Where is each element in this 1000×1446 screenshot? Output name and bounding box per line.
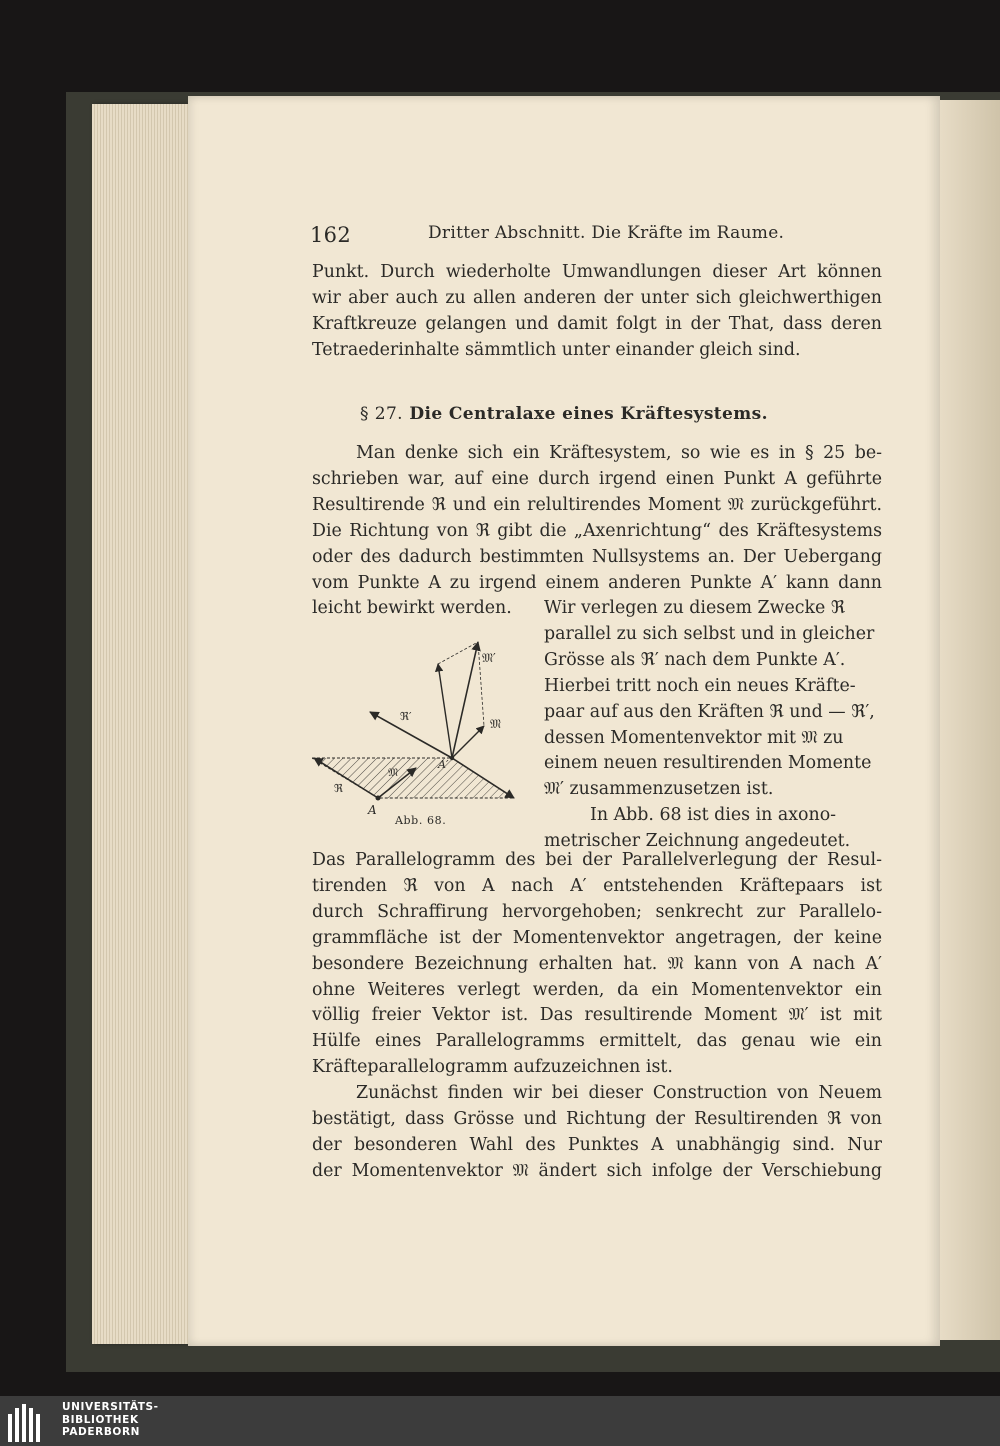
text-line: Tetraederinhalte sämmtlich unter einander gleich sind. (312, 339, 801, 360)
section-title: Die Centralaxe eines Kräftesystems. (409, 404, 768, 424)
point-a (376, 796, 381, 801)
text-line: besondere Bezeichnung erhalten hat. 𝔐 kann von A nach A′ (312, 953, 882, 974)
running-title: Dritter Abschnitt. Die Kräfte im Raume. (428, 223, 785, 243)
label-r-prime: ℜ′ (400, 710, 412, 723)
text-line: Hierbei tritt noch ein neues Kräfte- (544, 675, 856, 696)
text-line: tirenden ℜ von A nach A′ entstehenden Kräftepaars ist (312, 875, 882, 896)
label-m-inner: 𝔐 (388, 766, 399, 779)
text-line: Wir verlegen zu diesem Zwecke ℜ (544, 598, 846, 618)
construction-line (438, 642, 478, 664)
text-line: paar auf aus den Kräften ℜ und — ℜ′, (544, 701, 875, 722)
text-line: metrischer Zeichnung angedeutet. (544, 831, 851, 852)
text-line: ohne Weiteres verlegt werden, da ein Momentenvektor ein (312, 979, 882, 1000)
point-a-prime (450, 756, 454, 760)
page-number: 162 (310, 223, 351, 247)
section-heading (188, 404, 940, 424)
vector-m-prime (452, 642, 478, 758)
label-m: 𝔐 (490, 717, 502, 731)
page-content (188, 96, 940, 1346)
text-line: oder des dadurch bestimmten Nullsystems an. Der Uebergang (312, 546, 882, 567)
paragraph-3 (312, 848, 882, 1081)
text-line: vom Punkte A zu irgend einem anderen Punkte A′ kann dann (312, 572, 882, 593)
paragraph-4 (312, 1081, 882, 1185)
text-line: Punkt. Durch wiederholte Umwandlungen dieser Art können (312, 262, 882, 282)
wrap-paragraph (544, 596, 882, 855)
figure-caption: Abb. 68. (395, 814, 447, 827)
library-footer-bar (0, 1396, 1000, 1446)
text-line: Man denke sich ein Kräftesystem, so wie es in § 25 be- (356, 443, 882, 463)
text-line: leicht bewirkt werden. (312, 598, 512, 619)
section-number: § 27. (360, 404, 403, 424)
library-logo-icon (8, 1402, 48, 1442)
logo-line: UNIVERSITÄTS- (62, 1401, 159, 1413)
text-line: Kraftkreuze gelangen und damit folgt in der That, dass deren (312, 313, 882, 334)
text-line: 𝔐′ zusammenzusetzen ist. (544, 779, 774, 800)
text-line: Hülfe eines Parallelogramms ermittelt, das genau wie ein (312, 1031, 882, 1052)
paragraph-1 (312, 260, 882, 364)
text-line: schrieben war, auf eine durch irgend einen Punkt A geführte (312, 468, 882, 489)
text-line: durch Schraffirung hervorgehoben; senkrecht zur Parallelo- (312, 901, 882, 922)
text-line: wir aber auch zu allen anderen der unter sich gleichwerthigen (312, 287, 882, 308)
text-line: Resultirende ℜ und ein relultirendes Moment 𝔐 zurückgeführt. (312, 494, 882, 515)
text-line: Die Richtung von ℜ gibt die „Axenrichtung“ des Kräftesystems (312, 520, 882, 541)
label-a-prime: A′ (438, 758, 449, 771)
text-line: Grösse als ℜ′ nach dem Punkte A′. (544, 649, 846, 670)
text-line: Zunächst finden wir bei dieser Construction von Neuem (356, 1083, 882, 1103)
page-stack-edge (92, 104, 188, 1344)
vector-m-at-a-prime (438, 664, 452, 758)
label-a: A (368, 803, 377, 817)
label-m-prime: 𝔐′ (482, 651, 496, 665)
text-line: dessen Momentenvektor mit 𝔐 zu (544, 727, 844, 748)
text-line: einem neuen resultirenden Momente (544, 753, 872, 774)
logo-line: PADERBORN (62, 1426, 141, 1438)
text-line: grammfläche ist der Momentenvektor angetragen, der keine (312, 927, 882, 948)
text-line: der Momentenvektor 𝔐 ändert sich infolge der Verschiebung (312, 1160, 882, 1181)
vector-moment-pair (452, 726, 484, 758)
text-line: parallel zu sich selbst und in gleicher (544, 623, 875, 644)
book-page (188, 96, 940, 1346)
text-line: bestätigt, dass Grösse und Richtung der Resultirenden ℜ von (312, 1108, 882, 1129)
text-line: der besonderen Wahl des Punktes A unabhängig sind. Nur (312, 1134, 882, 1155)
text-line: völlig freier Vektor ist. Das resultirende Moment 𝔐′ ist mit (312, 1005, 882, 1026)
logo-line: BIBLIOTHEK (62, 1413, 139, 1426)
facing-page-edge (940, 100, 1000, 1340)
text-line: In Abb. 68 ist dies in axono- (590, 805, 837, 826)
label-r: ℜ (334, 782, 343, 795)
text-line: Das Parallelogramm des bei der Parallelverlegung der Resul- (312, 850, 882, 870)
text-line: Kräfteparallelogramm aufzuzeichnen ist. (312, 1057, 673, 1078)
library-logo-text (62, 1401, 159, 1439)
